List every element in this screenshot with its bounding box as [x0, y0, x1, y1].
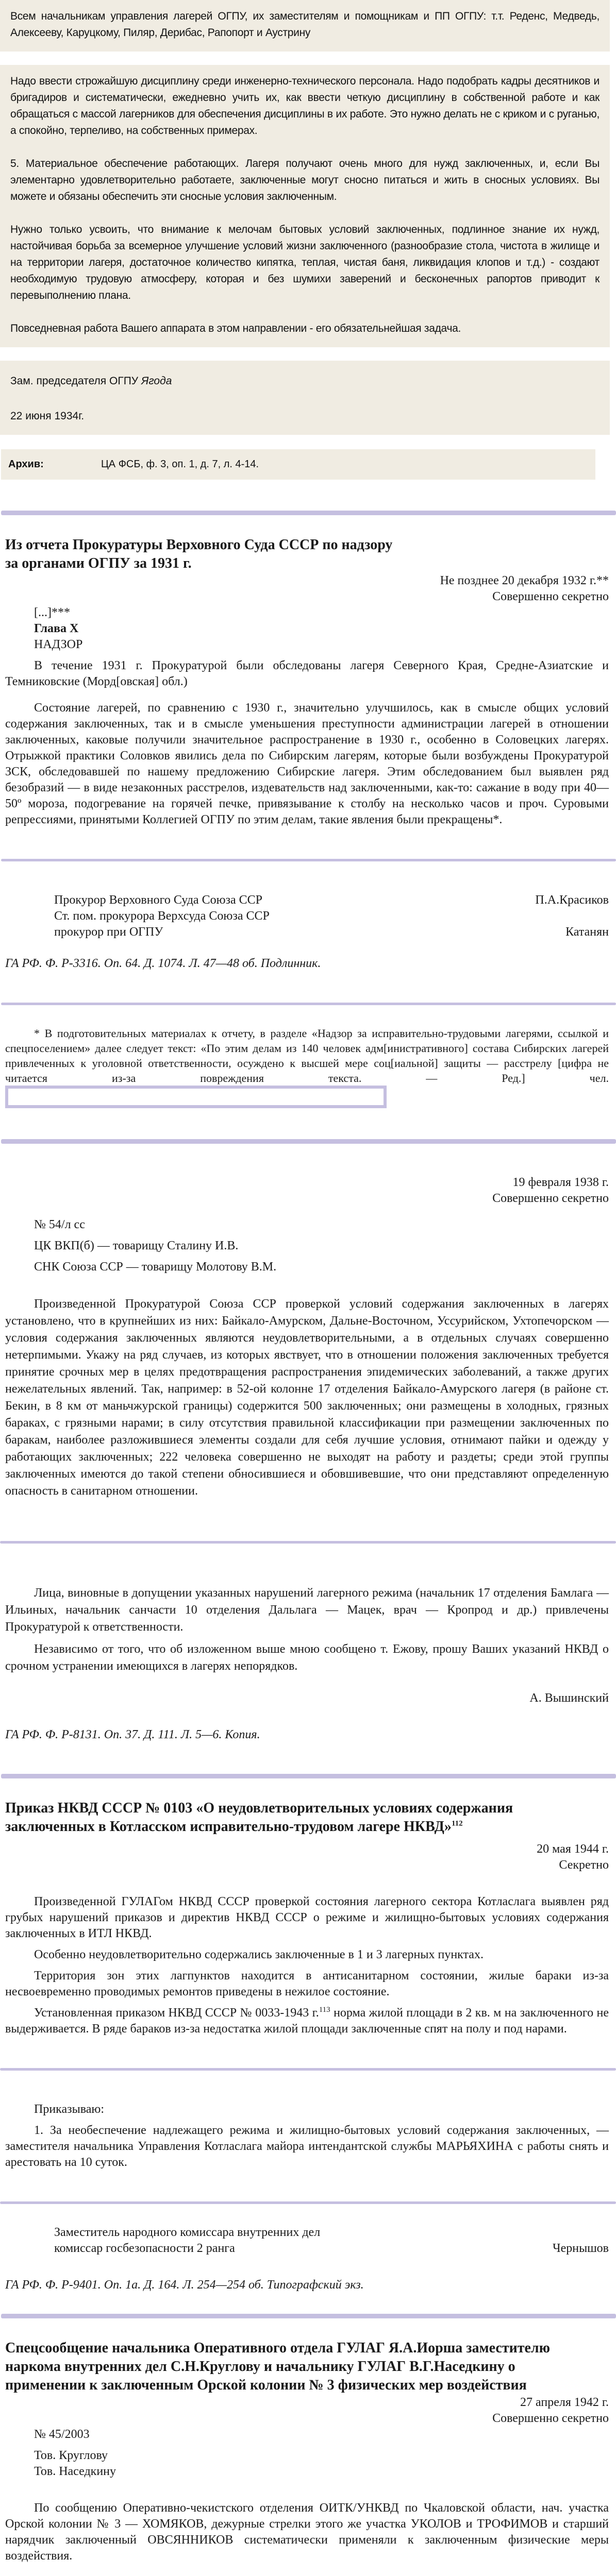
section-separator	[1, 1139, 616, 1144]
signer-name: Ягода	[141, 375, 172, 387]
recipient: СНК Союза ССР — товарищу Молотову В.М.	[34, 1260, 277, 1274]
paragraph: Особенно неудовлетворительно содержались заключенные в 1 и 3 лагерных пунктах.	[34, 1948, 484, 1961]
paragraph: Произведенной Прокуратурой Союза ССР проверкой условий содержания заключенных в лагерях установлено, что в крупнейших из них: Байкало-Амурском, Дальне-Восточном, Уссурийском, Ухтопечорском — условия содержания заключенных являются неудовлетворительными, а в отдельных случаях совершенно нетерпимыми. Укажу на ряд случаев, из которых явствует, что в отношении положения заключенных требуется принятие срочных мер в целях предотвращения распространения эпидемических заболеваний, а также других нежелательных явлений. Так, например: в 52-ой колонне 17 отделения Байкало-Амурского лагеря (в районе ст. Бекин, в 8 км от маньчжурской границы) содержится 500 заключенных; они размещены в холодных, грязных бараках, с грязными нарами; в силу отсутствия правильной классификации при размещении заключенных по баракам, наиболее разложившиеся элементы создали для себя лучшие условия, отнимают пайки и одежду у работающих заключенных; 222 человека совершенно не выходят на работу и раздеты; среди этой группы заключенных имеются до такой степени обносившиеся и обовшивевшие, что они представляют определенную опасность в санитарном отношении.	[5, 1297, 609, 1498]
doc-date: Не позднее 20 декабря 1932 г.**	[440, 574, 609, 587]
document-1942-report	[0, 2339, 616, 2576]
doc-date: 20 мая 1944 г.	[537, 1842, 609, 1856]
signer-name: П.А.Красиков	[535, 893, 609, 907]
signatures-1931	[0, 892, 616, 972]
signer-name: Катанян	[565, 925, 609, 939]
signature-row	[5, 924, 609, 940]
order-item: 1. За необеспечение надлежащего режима и жилищно-бытовых условий содержания заключенных, — заместителя начальника Управления Котласлага майора интендантской службы МАРЬЯХИНА с работы снять и арестовать на 10 суток.	[5, 2124, 609, 2169]
signature-row	[5, 2241, 609, 2257]
material-paragraph: 5. Материальное обеспечение работающих. Лагеря получают очень много для нужд заключенных, и, если Вы элементарно удовлетворительно работаете, заключенные могут сносно питаться и жить в сносных условиях. Вы можете и обязаны обеспечить эти сносные условия заключенным.	[10, 158, 600, 202]
doc-classification: Секретно	[559, 1858, 609, 1872]
section-separator	[1, 511, 616, 515]
doc-classification: Совершенно секретно	[492, 590, 609, 603]
blank-box	[5, 1086, 387, 1108]
document-1931-report	[0, 536, 616, 828]
doc-number: № 54/л сс	[34, 1218, 85, 1231]
doc-classification: Совершенно секретно	[492, 2412, 609, 2425]
ellipsis-mark: [...]***	[34, 606, 70, 619]
footnote-text: * В подготовительных материалах к отчету, в разделе «Надзор за исправительно-трудовыми лагерями, ссылкой и спецпоселением» далее следует текст: «По этим делам из 140 человек адм[инистративного] состава Сибирских лагерей привлеченных к уголовной ответственности, осуждено к высшей мере соц[иальной] защиты — расстрелу [цифра не читается из-за повреждения текста. — Ред.] чел.	[5, 1026, 609, 1108]
document-1938-letter	[0, 1175, 616, 1743]
daily-paragraph: Повседневная работа Вашего аппарата в этом направлении - его обязательнейшая задача.	[10, 323, 461, 334]
order-label: Приказываю:	[34, 2103, 104, 2116]
doc-title: Приказ НКВД СССР № 0103 «О неудовлетворительных условиях содержания заключенных в Котласском исправительно-трудовом лагере НКВД»$^{112}$	[5, 1800, 513, 1835]
doc-title: Спецсообщение начальника Оперативного отдела ГУЛАГ Я.А.Иорша заместителю наркома внутренних дел С.Н.Круглову и начальнику ГУЛАГ В.Г.Наседкину о применении к заключенным Орской колонии № 3 физических мер воздействия	[5, 2340, 550, 2393]
signer-role: Заместитель народного комиссара внутренних дел	[54, 2226, 321, 2239]
doc-date: 27 апреля 1942 г.	[520, 2396, 609, 2409]
doc-classification: Совершенно секретно	[492, 1192, 609, 1205]
chapter-label: Глава Х	[34, 622, 79, 635]
signer-role: прокурор при ОГПУ	[54, 925, 163, 939]
paragraph: В течение 1931 г. Прокуратурой были обследованы лагеря Северного Края, Средне-Азиатские и Темниковские (Морд[овская] обл.)	[5, 659, 609, 688]
archive-reference	[1, 449, 595, 480]
addressees-block	[0, 0, 610, 52]
signer-name: А. Вышинский	[529, 1691, 609, 1705]
signer-name: Чернышов	[552, 2242, 609, 2255]
source-citation: ГА РФ. Ф. Р-9401. Оп. 1а. Д. 164. Л. 254—254 об. Типографский экз.	[5, 2278, 364, 2292]
paragraph: Территория зон этих лагпунктов находится в антисанитарном состоянии, жилые бараки из-за несвоевременно проводимых ремонтов приведены в нежилое состояние.	[5, 1969, 609, 1998]
recipient: Тов. Круглову	[34, 2449, 108, 2462]
doc-title: Из отчета Прокуратуры Верховного Суда СССР по надзору за органами ОГПУ за 1931 г.	[5, 537, 393, 571]
signer-role: Ст. пом. прокурора Верхсуда Союза ССР	[54, 909, 270, 923]
signer-role: Прокурор Верховного Суда Союза ССР	[54, 893, 263, 907]
excerpt-block	[0, 65, 610, 347]
signature-block	[0, 361, 610, 435]
paragraph: Установленная приказом НКВД СССР № 0033-1943 г.$^{113}$ норма жилой площади в 2 кв. м на заключенного не выдерживается. В ряде бараков из-за недостатка жилой площади заключенные спят на полу и под нарами.	[5, 2006, 609, 2036]
source-citation: ГА РФ. Ф. Р-3316. Оп. 64. Д. 1074. Л. 47—48 об. Подлинник.	[5, 957, 321, 970]
document-1944-order	[0, 1799, 616, 2293]
signature-row	[5, 908, 609, 924]
archive-value: ЦА ФСБ, ф. 3, оп. 1, д. 7, л. 4-14.	[101, 459, 259, 470]
source-citation: ГА РФ. Ф. Р-8131. Оп. 37. Д. 111. Л. 5—6. Копия.	[5, 1728, 260, 1741]
doc-date: 19 февраля 1938 г.	[512, 1176, 609, 1189]
paragraph: Произведенной ГУЛАГом НКВД СССР проверкой состояния лагерного сектора Котласлага выявлен ряд грубых нарушений приказов и директив НКВД СССР о режиме и жилищно-бытовых условиях содержания заключенных в ИТЛ НКВД.	[5, 1895, 609, 1940]
addressees-text: Всем начальникам управления лагерей ОГПУ, их заместителям и помощникам и ПП ОГПУ: т.т. Реденс, Медведь, Алексееву, Каруцкому, Пиляр, Дерибас, Рапопорт и Аустрину	[10, 10, 600, 39]
section-separator	[1, 1774, 616, 1778]
signature-row	[5, 892, 609, 908]
discipline-paragraph: Надо ввести строжайшую дисциплину среди инженерно-технического персонала. Надо подобрать кадры десятников и бригадиров и систематически, ежедневно учить их, как ввести четкую дисциплину в собственной работе и как обращаться с массой лагерников для обеспечения дисциплины в их работе. Это нужно делать не с криком и с руганью, а спокойно, терпеливо, на собственных примерах.	[10, 75, 600, 137]
intro-date: 22 июня 1934г.	[10, 410, 85, 422]
signer-role: комиссар госбезопасности 2 ранга	[54, 2242, 235, 2255]
signer-line: Зам. председателя ОГПУ Ягода	[10, 375, 172, 387]
attention-paragraph: Нужно только усвоить, что внимание к мелочам бытовых условий заключенных, подлинное знание их нужд, настойчивая борьба за всемерное улучшение условий жизни заключенного (разнообразие стола, чистота в жилище и на территории лагеря, достаточное количество кипятка, теплая, чистая баня, ликвидация клопов и т.д.) - создают необходимую трудовую атмосферу, которая и без шумихи заверений и бесконечных рапортов приводит к перевыполнению плана.	[10, 224, 600, 301]
signature-row	[5, 2225, 609, 2241]
recipient: Тов. Наседкину	[34, 2465, 116, 2478]
paragraph: Состояние лагерей, по сравнению с 1930 г., значительно улучшилось, как в смысле общих условий содержания заключенных, так и в смысле уменьшения преступности администрации лагерей в отношении заключенных, каковые получили значительное распространение в 1930 г., особенно в Соловецких лагерях. Отрыжкой практики Соловков явились дела по Сибирским лагерям, которые были возбуждены Прокуратурой ЗСК, обследовавшей по нашему предложению Сибирские лагеря. Этим обследованием был выявлен ряд безобразий — в виде незаконных расстрелов, издевательств над заключенными, как-то: сажание в воду при 40—50º мороза, подогревание на горячей печке, привязывание к столбу на несколько часов и проч. Суровыми репрессиями, принятыми Коллегией ОГПУ по этим делам, такие явления были прекращены*.	[5, 701, 609, 826]
chapter-title: НАДЗОР	[34, 638, 83, 651]
doc-number: № 45/2003	[34, 2428, 90, 2441]
archive-label: Архив:	[8, 459, 44, 470]
recipient: ЦК ВКП(б) — товарищу Сталину И.В.	[34, 1239, 239, 1252]
paragraph: Независимо от того, что об изложенном выше мною сообщено т. Ежову, прошу Ваших указаний НКВД о срочном устранении имеющихся в лагерях непорядков.	[5, 1642, 609, 1673]
footnote-1931	[0, 1026, 616, 1108]
section-separator	[1, 2314, 616, 2318]
paragraph: Лица, виновные в допущении указанных нарушений лагерного режима (начальник 17 отделения Бамлага — Ильиных, начальник санчасти 10 отделения Дальлага — Мацек, врач — Кропрод и др.) привлечены Прокуратурой к ответственности.	[5, 1586, 609, 1634]
paragraph: По сообщению Оперативно-чекистского отделения ОИТК/УНКВД по Чкаловской области, нач. участка Орской колонии № 3 — ХОМЯКОВ, дежурные стрелки этого же участка УКОЛОВ и ТРОФИМОВ и старший нарядчик заключенный ОВСЯННИКОВ систематически применяли к заключенным физические меры воздействия.	[5, 2501, 609, 2563]
